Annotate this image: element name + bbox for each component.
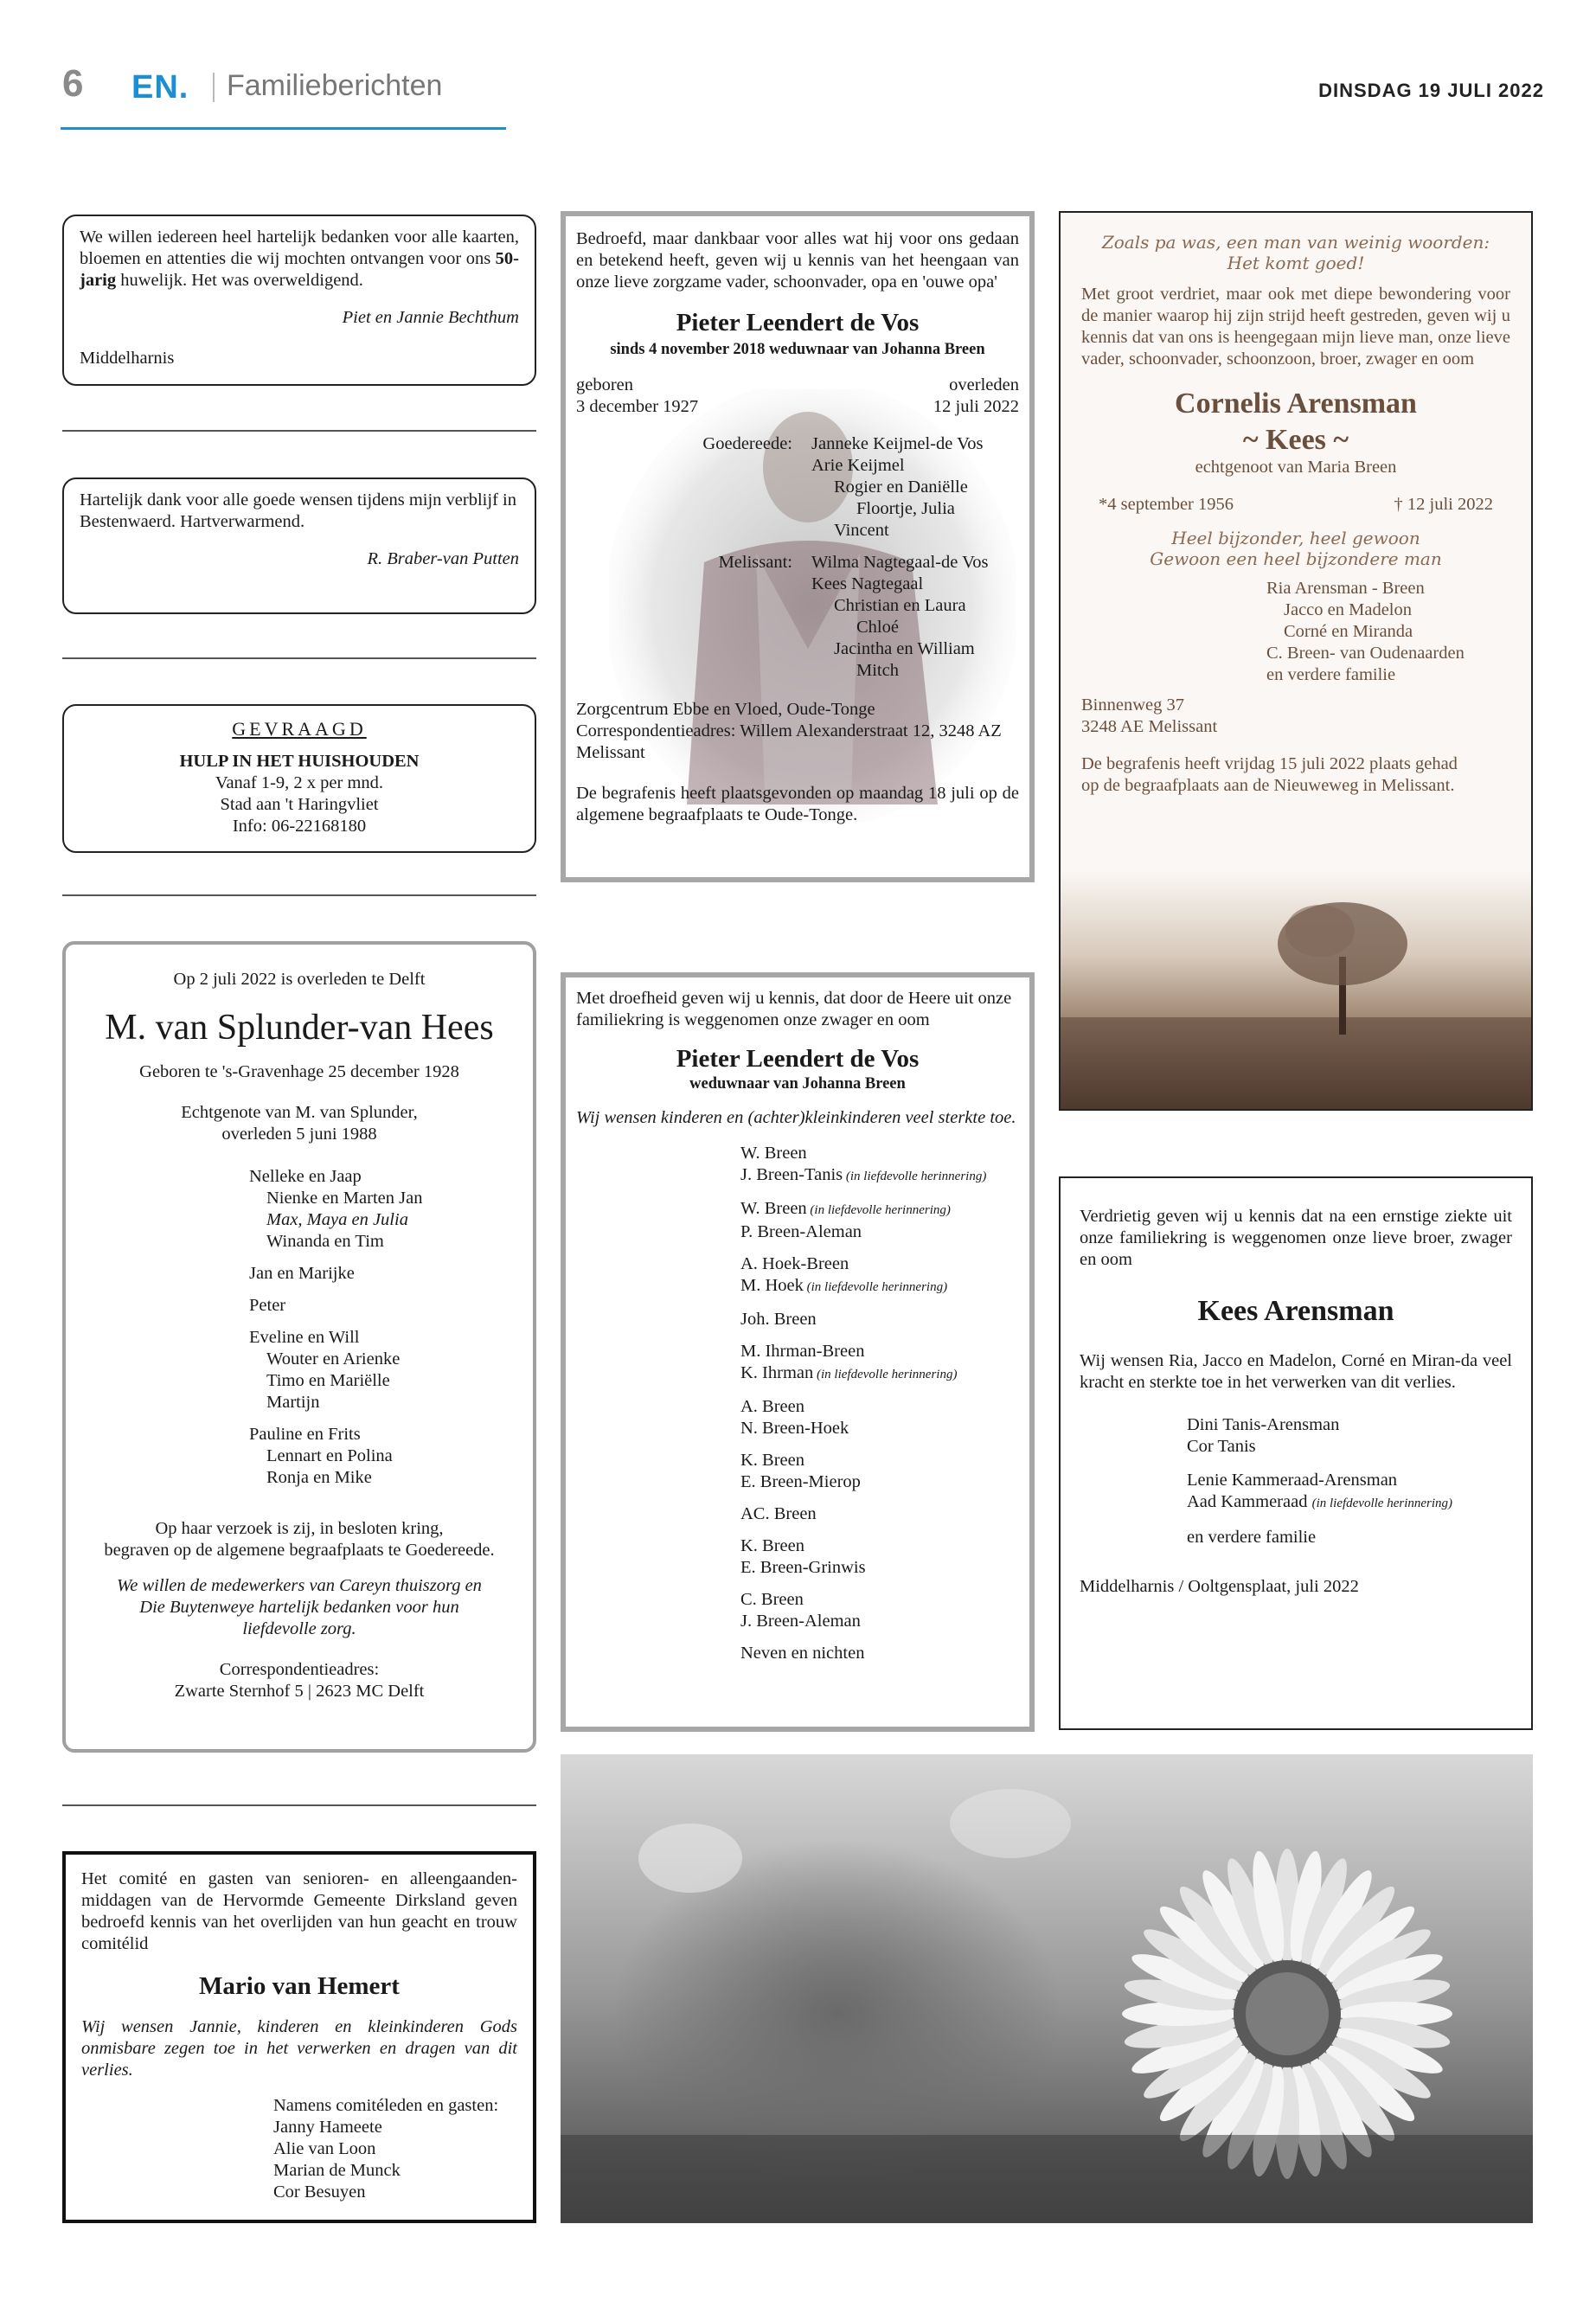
- family-member: Jan en Marijke: [249, 1264, 355, 1283]
- intro: Met droefheid geven wij u kennis, dat door de Heere uit onze familiekring is weggenomen onze zwager en oom: [576, 989, 1012, 1029]
- family-group: [740, 1503, 1019, 1525]
- ad-line: Vanaf 1-9, 2 x per mnd.: [215, 773, 384, 792]
- burial: begraven op de algemene begraafplaats te Goedereede.: [104, 1541, 495, 1560]
- family-member: Lenie Kammeraad-Arensman: [1187, 1471, 1398, 1490]
- family-member: K. Breen: [740, 1536, 805, 1555]
- deceased-name: Pieter Leendert de Vos: [676, 309, 920, 336]
- deceased-name: Pieter Leendert de Vos: [676, 1045, 920, 1073]
- ad-text: We willen iedereen heel hartelijk bedanken voor alle kaarten, bloemen en attenties die wij mochten ontvangen voor ons 50-jarig huwelijk. Het was overweldigend.: [80, 228, 519, 290]
- widower-of: weduwnaar van Johanna Breen: [689, 1075, 906, 1093]
- page-number: 6: [62, 62, 84, 105]
- sign-label: Namens comitéleden en gasten:: [273, 2096, 499, 2115]
- family-member: K. Ihrman (in liefdevolle herinnering): [740, 1363, 958, 1382]
- address: Binnenweg 37: [1081, 695, 1184, 715]
- family-group: [740, 1198, 1019, 1243]
- family-member: C. Breen: [740, 1590, 804, 1609]
- family-member: A. Breen: [740, 1397, 805, 1416]
- place-date: Middelharnis / Ooltgensplaat, juli 2022: [1080, 1577, 1359, 1596]
- obituary-vos-main: [561, 211, 1035, 882]
- born-date: *4 september 1956: [1099, 495, 1234, 514]
- obituary-hemert: [62, 1851, 536, 2223]
- family-member: K. Breen: [740, 1451, 805, 1470]
- family-member: Rogier en Daniëlle: [834, 478, 968, 497]
- ad-braber: [62, 478, 536, 614]
- widower-of: sinds 4 november 2018 weduwnaar van Johanna Breen: [610, 341, 985, 358]
- intro: Met groot verdriet, maar ook met diepe bewondering voor de manier waarop hij zijn strijd heeft gestreden, geven wij u kennis dat van ons is heengegaan mijn lieve man, onze lieve vader, schoonvader, schoonzoon, broer, zwager en oom: [1081, 285, 1510, 369]
- family-member: AC. Breen: [740, 1504, 817, 1523]
- family-list: [249, 1166, 503, 1489]
- funeral-info: De begrafenis heeft vrijdag 15 juli 2022 plaats gehad: [1081, 754, 1458, 773]
- spouse: Echtgenote van M. van Splunder,: [181, 1103, 418, 1122]
- family-member: Jacintha en William: [834, 639, 975, 658]
- signer: Cor Besuyen: [273, 2182, 366, 2202]
- obituary-arensman-family: [1059, 1176, 1533, 1730]
- family-member: Arie Keijmel: [811, 456, 905, 475]
- born-label: geboren: [576, 375, 634, 394]
- correspondence-address: Zwarte Sternhof 5 | 2623 MC Delft: [174, 1682, 425, 1701]
- dates: [1081, 494, 1510, 516]
- wish: Wij wensen kinderen en (achter)kleinkinderen veel sterkte toe.: [576, 1108, 1016, 1127]
- signer: Alie van Loon: [273, 2139, 376, 2158]
- family-member: Dini Tanis-Arensman: [1187, 1415, 1340, 1434]
- family-member: Ria Arensman - Breen: [1266, 579, 1425, 598]
- family-member: J. Breen-Aleman: [740, 1612, 861, 1631]
- landscape-tree-photo: [1061, 870, 1533, 1111]
- divider: [62, 894, 536, 896]
- divider: [62, 657, 536, 659]
- family-member: en verdere familie: [1266, 665, 1396, 684]
- daisy-photo: [561, 1754, 1533, 2223]
- family-member: Joh. Breen: [740, 1310, 817, 1329]
- ad-text: Hartelijk dank voor alle goede wensen tijdens mijn verblijf in Bestenwaerd. Hartverwarmend.: [80, 490, 516, 531]
- nickname: ~ Kees ~: [1242, 424, 1349, 456]
- family-member: Eveline en Will: [249, 1328, 360, 1347]
- deceased-name: Mario van Hemert: [199, 1972, 400, 2000]
- place-label: Goedereede:: [702, 434, 792, 453]
- ad-title: GEVRAAGD: [232, 718, 367, 740]
- died-date: † 12 juli 2022: [1394, 495, 1493, 514]
- family-group: [740, 1309, 1019, 1330]
- family-member: Christian en Laura: [834, 596, 966, 615]
- ad-gevraagd: [62, 704, 536, 853]
- thanks: We willen de medewerkers van Careyn thuiszorg en Die Buytenweye hartelijk bedanken voor hun liefdevolle zorg.: [117, 1576, 482, 1638]
- family-member: E. Breen-Mierop: [740, 1472, 861, 1491]
- family-member: Mitch: [856, 661, 899, 680]
- died-date: 12 juli 2022: [933, 397, 1019, 416]
- family-member: Peter: [249, 1296, 286, 1315]
- quote: Gewoon een heel bijzondere man: [1150, 548, 1442, 569]
- family-member: Max, Maya en Julia: [266, 1210, 408, 1229]
- born: Geboren te 's-Gravenhage 25 december 1928: [139, 1062, 459, 1081]
- family-member: A. Hoek-Breen: [740, 1254, 849, 1273]
- divider: [62, 430, 536, 432]
- ad-signature: Piet en Jannie Bechthum: [342, 308, 519, 327]
- deceased-name: Kees Arensman: [1197, 1295, 1394, 1327]
- family-member: P. Breen-Aleman: [740, 1222, 862, 1241]
- family-group: [740, 1143, 1019, 1188]
- family-member: Nienke en Marten Jan: [266, 1189, 423, 1208]
- address: 3248 AE Melissant: [1081, 717, 1218, 736]
- family-member: en verdere familie: [1187, 1528, 1317, 1547]
- died-label: overleden: [949, 375, 1019, 394]
- family-member: C. Breen- van Oudenaarden: [1266, 644, 1465, 663]
- divider: [62, 1804, 536, 1806]
- family-member: Nelleke en Jaap: [249, 1167, 362, 1186]
- family-member: Chloé: [856, 618, 899, 637]
- header-rule: [61, 127, 506, 130]
- ad-bechthum: [62, 215, 536, 386]
- spouse: echtgenoot van Maria Breen: [1195, 458, 1397, 477]
- family-member: W. Breen (in liefdevolle herinnering): [740, 1199, 951, 1218]
- family-member: Corné en Miranda: [1284, 622, 1413, 641]
- family-member: J. Breen-Tanis (in liefdevolle herinnering): [740, 1165, 987, 1184]
- born-date: 3 december 1927: [576, 397, 699, 416]
- family-member: M. Hoek (in liefdevolle herinnering): [740, 1276, 948, 1295]
- family-group: [740, 1643, 1019, 1664]
- family-member: N. Breen-Hoek: [740, 1419, 849, 1438]
- family-member: Lennart en Polina: [266, 1446, 393, 1465]
- family-member: Jacco en Madelon: [1284, 600, 1412, 619]
- family-list: [740, 1143, 1019, 1664]
- correspondence-address: Correspondentieadres: Willem Alexanderstraat 12, 3248 AZ Melissant: [576, 721, 1002, 762]
- spouse-died: overleden 5 juni 1988: [221, 1125, 377, 1144]
- family-group: [740, 1589, 1019, 1632]
- ad-place: Middelharnis: [80, 349, 175, 368]
- family-member: Kees Nagtegaal: [811, 574, 924, 593]
- ad-subtitle: HULP IN HET HUISHOUDEN: [179, 752, 420, 771]
- family-melissant: [576, 552, 1019, 682]
- family-member: Winanda en Tim: [266, 1232, 384, 1251]
- funeral-info: op de begraafplaats aan de Nieuweweg in Melissant.: [1081, 776, 1455, 795]
- section-title: Familieberichten: [227, 69, 443, 102]
- quote: Heel bijzonder, heel gewoon: [1171, 528, 1420, 548]
- deceased-name: Cornelis Arensman: [1175, 388, 1417, 420]
- quote: Zoals pa was, een man van weinig woorden:: [1101, 232, 1490, 253]
- wish: Wij wensen Jannie, kinderen en kleinkinderen Gods onmisbare zegen toe in het verwerken en dragen van dit verlies.: [81, 2017, 517, 2080]
- intro: Bedroefd, maar dankbaar voor alles wat hij voor ons gedaan en betekend heeft, geven wij u kennis van het heengaan van onze lieve zorgzame vader, schoonvader, opa en 'ouwe opa': [576, 229, 1019, 292]
- correspondence-label: Correspondentieadres:: [219, 1660, 380, 1679]
- funeral-info: De begrafenis heeft plaatsgevonden op maandag 18 juli op de algemene begraafplaats te Oude-Tonge.: [576, 784, 1019, 824]
- family-group: [740, 1396, 1019, 1439]
- family-group: [740, 1341, 1019, 1386]
- family-member: Pauline en Frits: [249, 1425, 361, 1444]
- newspaper-logo: EN.: [131, 69, 189, 106]
- intro: Op 2 juli 2022 is overleden te Delft: [173, 970, 426, 989]
- family-member: Martijn: [266, 1393, 320, 1412]
- family-member: Floortje, Julia: [856, 499, 955, 518]
- intro: Het comité en gasten van senioren- en alleengaanden-middagen van de Hervormde Gemeente Dirksland geven bedroefd kennis van het overlijden van hun geacht en trouw comitélid: [81, 1869, 517, 1953]
- family-member: Wilma Nagtegaal-de Vos: [811, 553, 989, 572]
- family-group: [740, 1253, 1019, 1298]
- quote: Het komt goed!: [1227, 253, 1365, 273]
- family-member: Ronja en Mike: [266, 1468, 372, 1487]
- family-member: Janneke Keijmel-de Vos: [811, 434, 984, 453]
- family-member: Timo en Mariëlle: [266, 1371, 390, 1390]
- family-member: E. Breen-Grinwis: [740, 1558, 866, 1577]
- obituary-splunder: [62, 941, 536, 1753]
- signer: Marian de Munck: [273, 2161, 401, 2180]
- family-list: [1266, 578, 1510, 686]
- ad-line: Stad aan 't Haringvliet: [220, 795, 379, 814]
- family-goedereede: [576, 433, 1019, 542]
- family-member: Wouter en Arienke: [266, 1349, 401, 1368]
- intro: Verdrietig geven wij u kennis dat na een ernstige ziekte uit onze familiekring is weggenomen onze lieve broer, zwager en oom: [1080, 1207, 1512, 1269]
- dates: [576, 375, 1019, 418]
- deceased-name: M. van Splunder-van Hees: [105, 1008, 494, 1048]
- family-member: Aad Kammeraad (in liefdevolle herinnering): [1187, 1492, 1453, 1511]
- burial: Op haar verzoek is zij, in besloten kring,: [155, 1519, 444, 1538]
- obituary-vos-family: [561, 972, 1035, 1732]
- place-label: Melissant:: [718, 553, 792, 572]
- signer: Janny Hameete: [273, 2118, 382, 2137]
- obituary-arensman-main: [1059, 211, 1533, 1111]
- family-group: [740, 1535, 1019, 1579]
- wish: Wij wensen Ria, Jacco en Madelon, Corné en Miran-da veel kracht en sterkte toe in het verwerken van dit verlies.: [1080, 1351, 1512, 1392]
- family-member: Cor Tanis: [1187, 1437, 1256, 1456]
- family-member: M. Ihrman-Breen: [740, 1342, 865, 1361]
- ad-line: Info: 06-22168180: [232, 817, 367, 836]
- address: Zorgcentrum Ebbe en Vloed, Oude-Tonge: [576, 700, 875, 719]
- family-group: [740, 1450, 1019, 1493]
- family-member: Vincent: [834, 521, 889, 540]
- family-list: [1187, 1414, 1512, 1548]
- family-member: W. Breen: [740, 1144, 807, 1163]
- issue-date: DINSDAG 19 JULI 2022: [1318, 80, 1544, 101]
- family-member: Neven en nichten: [740, 1644, 865, 1663]
- header-divider: [213, 73, 215, 102]
- signers: [273, 2095, 517, 2203]
- ad-signature: R. Braber-van Putten: [367, 549, 519, 568]
